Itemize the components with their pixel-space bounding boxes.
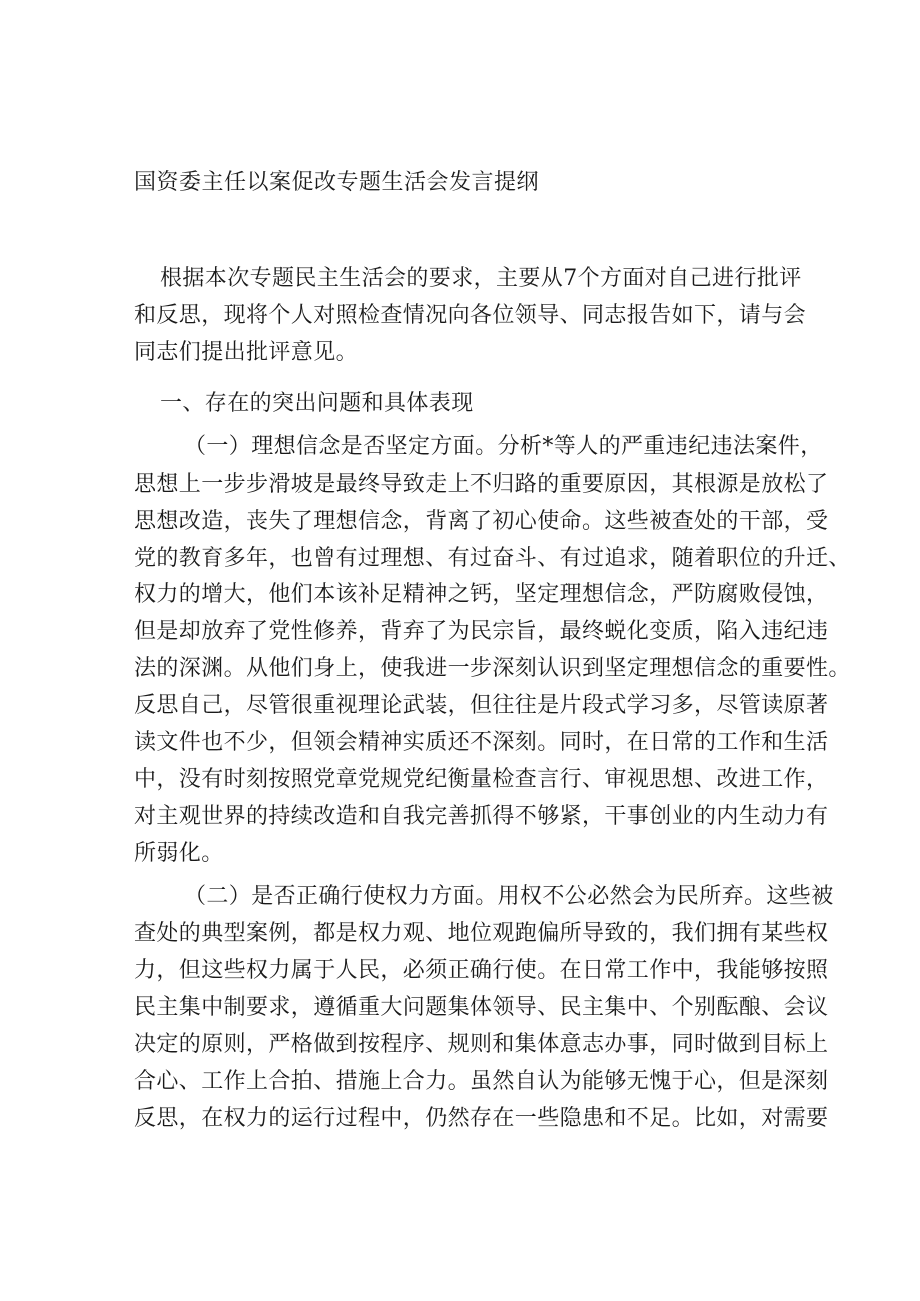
paragraph-line: 民主集中制要求，遵循重大问题集体领导、民主集中、个别酝酿、会议 (134, 995, 829, 1020)
paragraph-line: 反思，在权力的运行过程中，仍然存在一些隐患和不足。比如，对需要 (134, 1106, 829, 1131)
paragraph-line: 力，但这些权力属于人民，必须正确行使。在日常工作中，我能够按照 (134, 958, 829, 983)
paragraph-line: 法的深渊。从他们身上，使我进一步深刻认识到坚定理想信念的重要性。 (134, 656, 851, 681)
paragraph-line: （一）理想信念是否坚定方面。分析*等人的严重违纪违法案件， (184, 434, 823, 459)
paragraph-line: 查处的典型案例，都是权力观、地位观跑偏所导致的，我们拥有某些权 (134, 921, 829, 946)
section-heading: 一、存在的突出问题和具体表现 (160, 391, 474, 416)
intro-line: 和反思，现将个人对照检查情况向各位领导、同志报告如下，请与会 (134, 303, 807, 328)
paragraph-line: 所弱化。 (134, 841, 224, 866)
paragraph-line: （二）是否正确行使权力方面。用权不公必然会为民所弃。这些被 (184, 884, 834, 909)
paragraph-line: 思想改造，丧失了理想信念，背离了初心使命。这些被查处的干部，受 (134, 509, 829, 534)
paragraph-line: 中，没有时刻按照党章党规党纪衡量检查言行、审视思想、改进工作， (134, 767, 829, 792)
paragraph-line: 对主观世界的持续改造和自我完善抓得不够紧，干事创业的内生动力有 (134, 804, 829, 829)
intro-line: 同志们提出批评意见。 (134, 340, 359, 365)
paragraph-line: 反思自己，尽管很重视理论武装，但往往是片段式学习多，尽管读原著 (134, 693, 829, 718)
paragraph-line: 权力的增大，他们本该补足精神之钙，坚定理想信念，严防腐败侵蚀， (134, 582, 829, 607)
paragraph-line: 党的教育多年，也曾有过理想、有过奋斗、有过追求，随着职位的升迁、 (134, 546, 851, 571)
paragraph-line: 思想上一步步滑坡是最终导致走上不归路的重要原因，其根源是放松了 (134, 472, 829, 497)
paragraph-line: 合心、工作上合拍、措施上合力。虽然自认为能够无愧于心，但是深刻 (134, 1069, 829, 1094)
paragraph-line: 决定的原则，严格做到按程序、规则和集体意志办事，同时做到目标上 (134, 1032, 829, 1057)
intro-line: 根据本次专题民主生活会的要求，主要从7个方面对自己进行批评 (160, 266, 802, 291)
paragraph-line: 但是却放弃了党性修养，背弃了为民宗旨，最终蜕化变质，陷入违纪违 (134, 619, 829, 644)
paragraph-line: 读文件也不少，但领会精神实质还不深刻。同时，在日常的工作和生活 (134, 730, 829, 755)
document-title: 国资委主任以案促改专题生活会发言提纲 (134, 170, 540, 195)
